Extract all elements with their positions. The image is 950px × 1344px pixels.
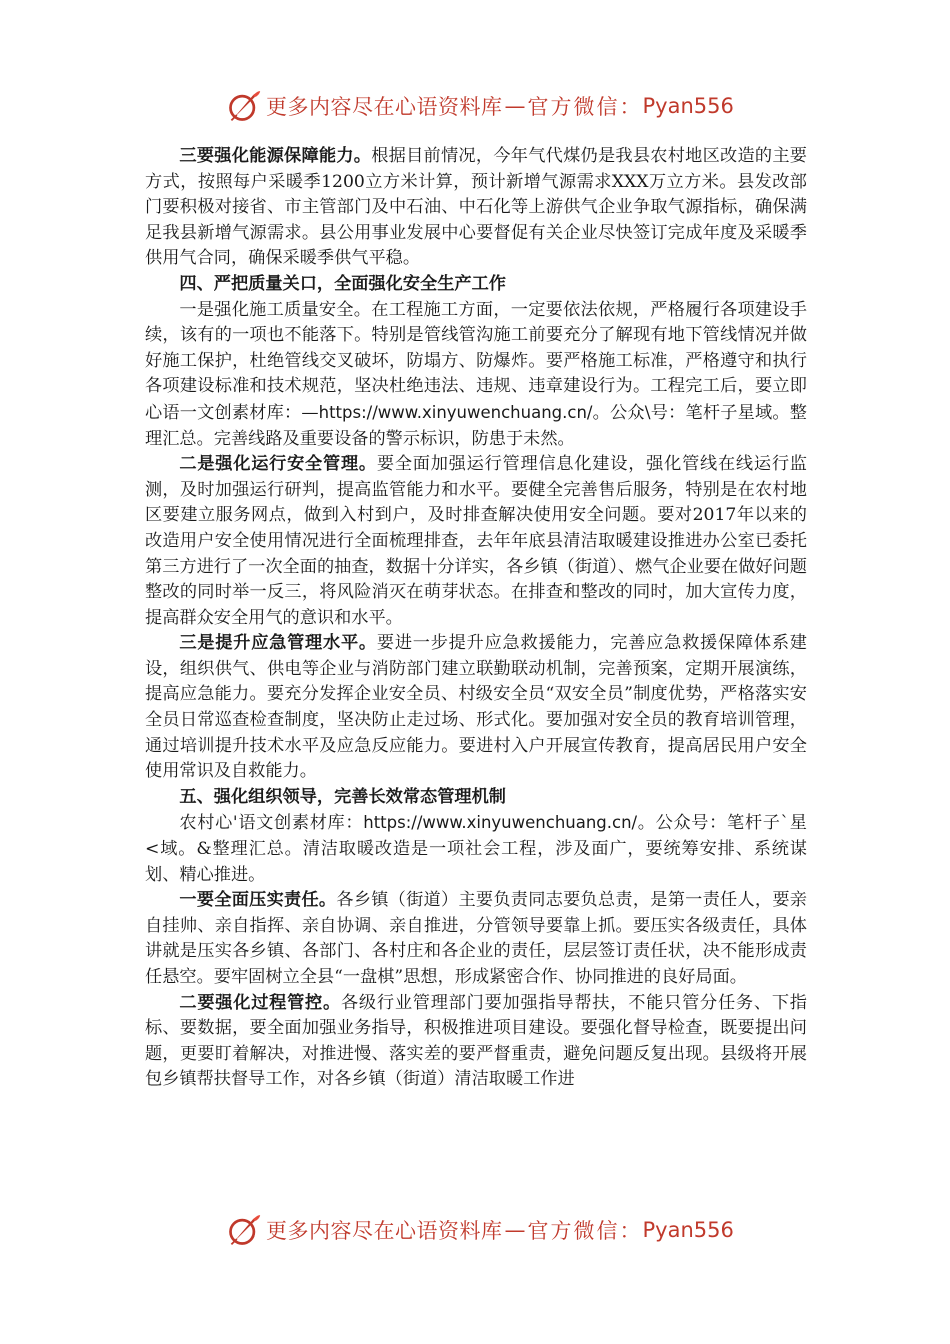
section-heading-5: 五、强化组织领导，完善长效常态管理机制 (179, 786, 506, 807)
banner-main-text: 更多内容尽在心语资料库 (266, 95, 503, 119)
paragraph-lead: 三要强化能源保障能力。 (179, 146, 372, 166)
quill-logo-icon (226, 88, 262, 124)
banner-wechat-label: 官方微信： (527, 1219, 643, 1243)
paragraph-construction-safety (145, 298, 807, 453)
paragraph-text: 要进一步提升应急救援能力，完善应急救援保障体系建设，组织供气、供电等企业与消防部门建立联勤联动机制，完善预案，定期开展演练，提高应急能力。要充分发挥企业安全员、村级安全员“双安全员”制度优势，严格落实安全员日常巡查检查制度，坚决防止走过场、形式化。要加强对安全员的教育培训管理，通过培训提升技术水平及应急反应能力。要进村入户开展宣传教育，提高居民用户安全使用常识及自救能力。 (145, 633, 807, 782)
paragraph-process-control (145, 991, 807, 1093)
paragraph-lead: 二是强化运行安全管理。 (179, 454, 377, 475)
paragraph-responsibility (145, 888, 807, 990)
document-body (145, 144, 807, 1093)
paragraph-lead: 二要强化过程管控。 (179, 992, 341, 1013)
banner-wechat-id: Pyan556 (642, 1218, 734, 1242)
banner-wechat-label: 官方微信： (527, 95, 643, 119)
paragraph-lead: 三是提升应急管理水平。 (179, 633, 377, 654)
banner-separator: — (504, 94, 526, 118)
paragraph-emergency-management (145, 631, 807, 785)
paragraph-operation-safety (145, 452, 807, 631)
paragraph-text: 。公众号：笔杆子`星<域。&整理汇总。清洁取暖改造是一项社会工程，涉及面广，要统筹安排、系统谋划、精心推进。 (145, 813, 807, 885)
paragraph-text: 。公众\号：笔杆子星域。整理汇总。完善线路及重要设备的警示标识，防患于未然。 (145, 402, 807, 449)
website-link[interactable]: https://www.xinyuwenchuang.cn/ (363, 813, 638, 833)
footer-banner (226, 1210, 734, 1250)
banner-main-text: 更多内容尽在心语资料库 (266, 1219, 503, 1243)
quill-logo-icon (226, 1212, 262, 1248)
website-link[interactable]: https://www.xinyuwenchuang.cn/ (318, 402, 593, 422)
paragraph-text: 各级行业管理部门要加强指导帮扶，不能只管分任务、下指标、要数据，要全面加强业务指导，积极推进项目建设。要强化督导检查，既要提出问题，更要盯着解决，对推进慢、落实差的要严督重责，避免问题反复出现。县级将开展包乡镇帮扶督导工作，对各乡镇（街道）清洁取暖工作进 (145, 992, 807, 1090)
paragraph-text: 要全面加强运行管理信息化建设，强化管线在线运行监测，及时加强运行研判，提高监管能力和水平。要健全完善售后服务，特别是在农村地区要建立服务网点，做到入村到户，及时排查解决使用安全问题。要对2017年以来的改造用户安全使用情况进行全面梳理排查，去年年底县清洁取暖建设推进办公室已委托第三方进行了一次全面的抽查，数据十分详实，各乡镇（街道）、燃气企业要在做好问题整改的同时举一反三，将风险消灭在萌芽状态。在排查和整改的同时，加大宣传力度，提高群众安全用气的意识和水平。 (145, 454, 807, 628)
paragraph-lead: 一要全面压实责任。 (179, 890, 337, 911)
paragraph-text: 各乡镇（街道）主要负责同志要负总责，是第一责任人，要亲自挂帅、亲自指挥、亲自协调、亲自推进，分管领导要靠上抓。要压实各级责任，具体讲就是压实各乡镇、各部门、各村庄和各企业的责任，层层签订责任状，决不能形成责任悬空。要牢固树立全县“一盘棋”思想，形成紧密合作、协同推进的良好局面。 (145, 890, 807, 987)
paragraph-energy-supply (145, 144, 807, 272)
paragraph-text: 根据目前情况，今年气代煤仍是我县农村地区改造的主要方式，按照每户采暖季1200立方米计算，预计新增气源需求XXX万立方米。县发改部门要积极对接省、市主管部门及中石油、中石化等上游供气企业争取气源指标，确保满足我县新增气源需求。县公用事业发展中心要督促有关企业尽快签订完成年度及采暖季供用气合同，确保采暖季供气平稳。 (145, 146, 807, 269)
header-banner (226, 86, 734, 126)
section-heading-4: 四、严把质量关口，全面强化安全生产工作 (179, 273, 506, 294)
banner-wechat-id: Pyan556 (642, 94, 734, 118)
banner-separator: — (504, 1218, 526, 1242)
paragraph-text: 一是强化施工质量安全。在工程施工方面，一定要依法依规，严格履行各项建设手续，该有的一项也不能落下。特别是管线管沟施工前要充分了解现有地下管线情况并做好施工保护，杜绝管线交叉破坏，防塌方、防爆炸。要严格施工标准，严格遵守和执行各项建设标准和技术规范，坚决杜绝违法、违规、违章建设行为。工程完工后，要立即心语一文创素材库：— (145, 299, 807, 423)
paragraph-organization-intro (145, 810, 807, 888)
paragraph-text: 农村心'语文创素材库： (179, 813, 364, 834)
